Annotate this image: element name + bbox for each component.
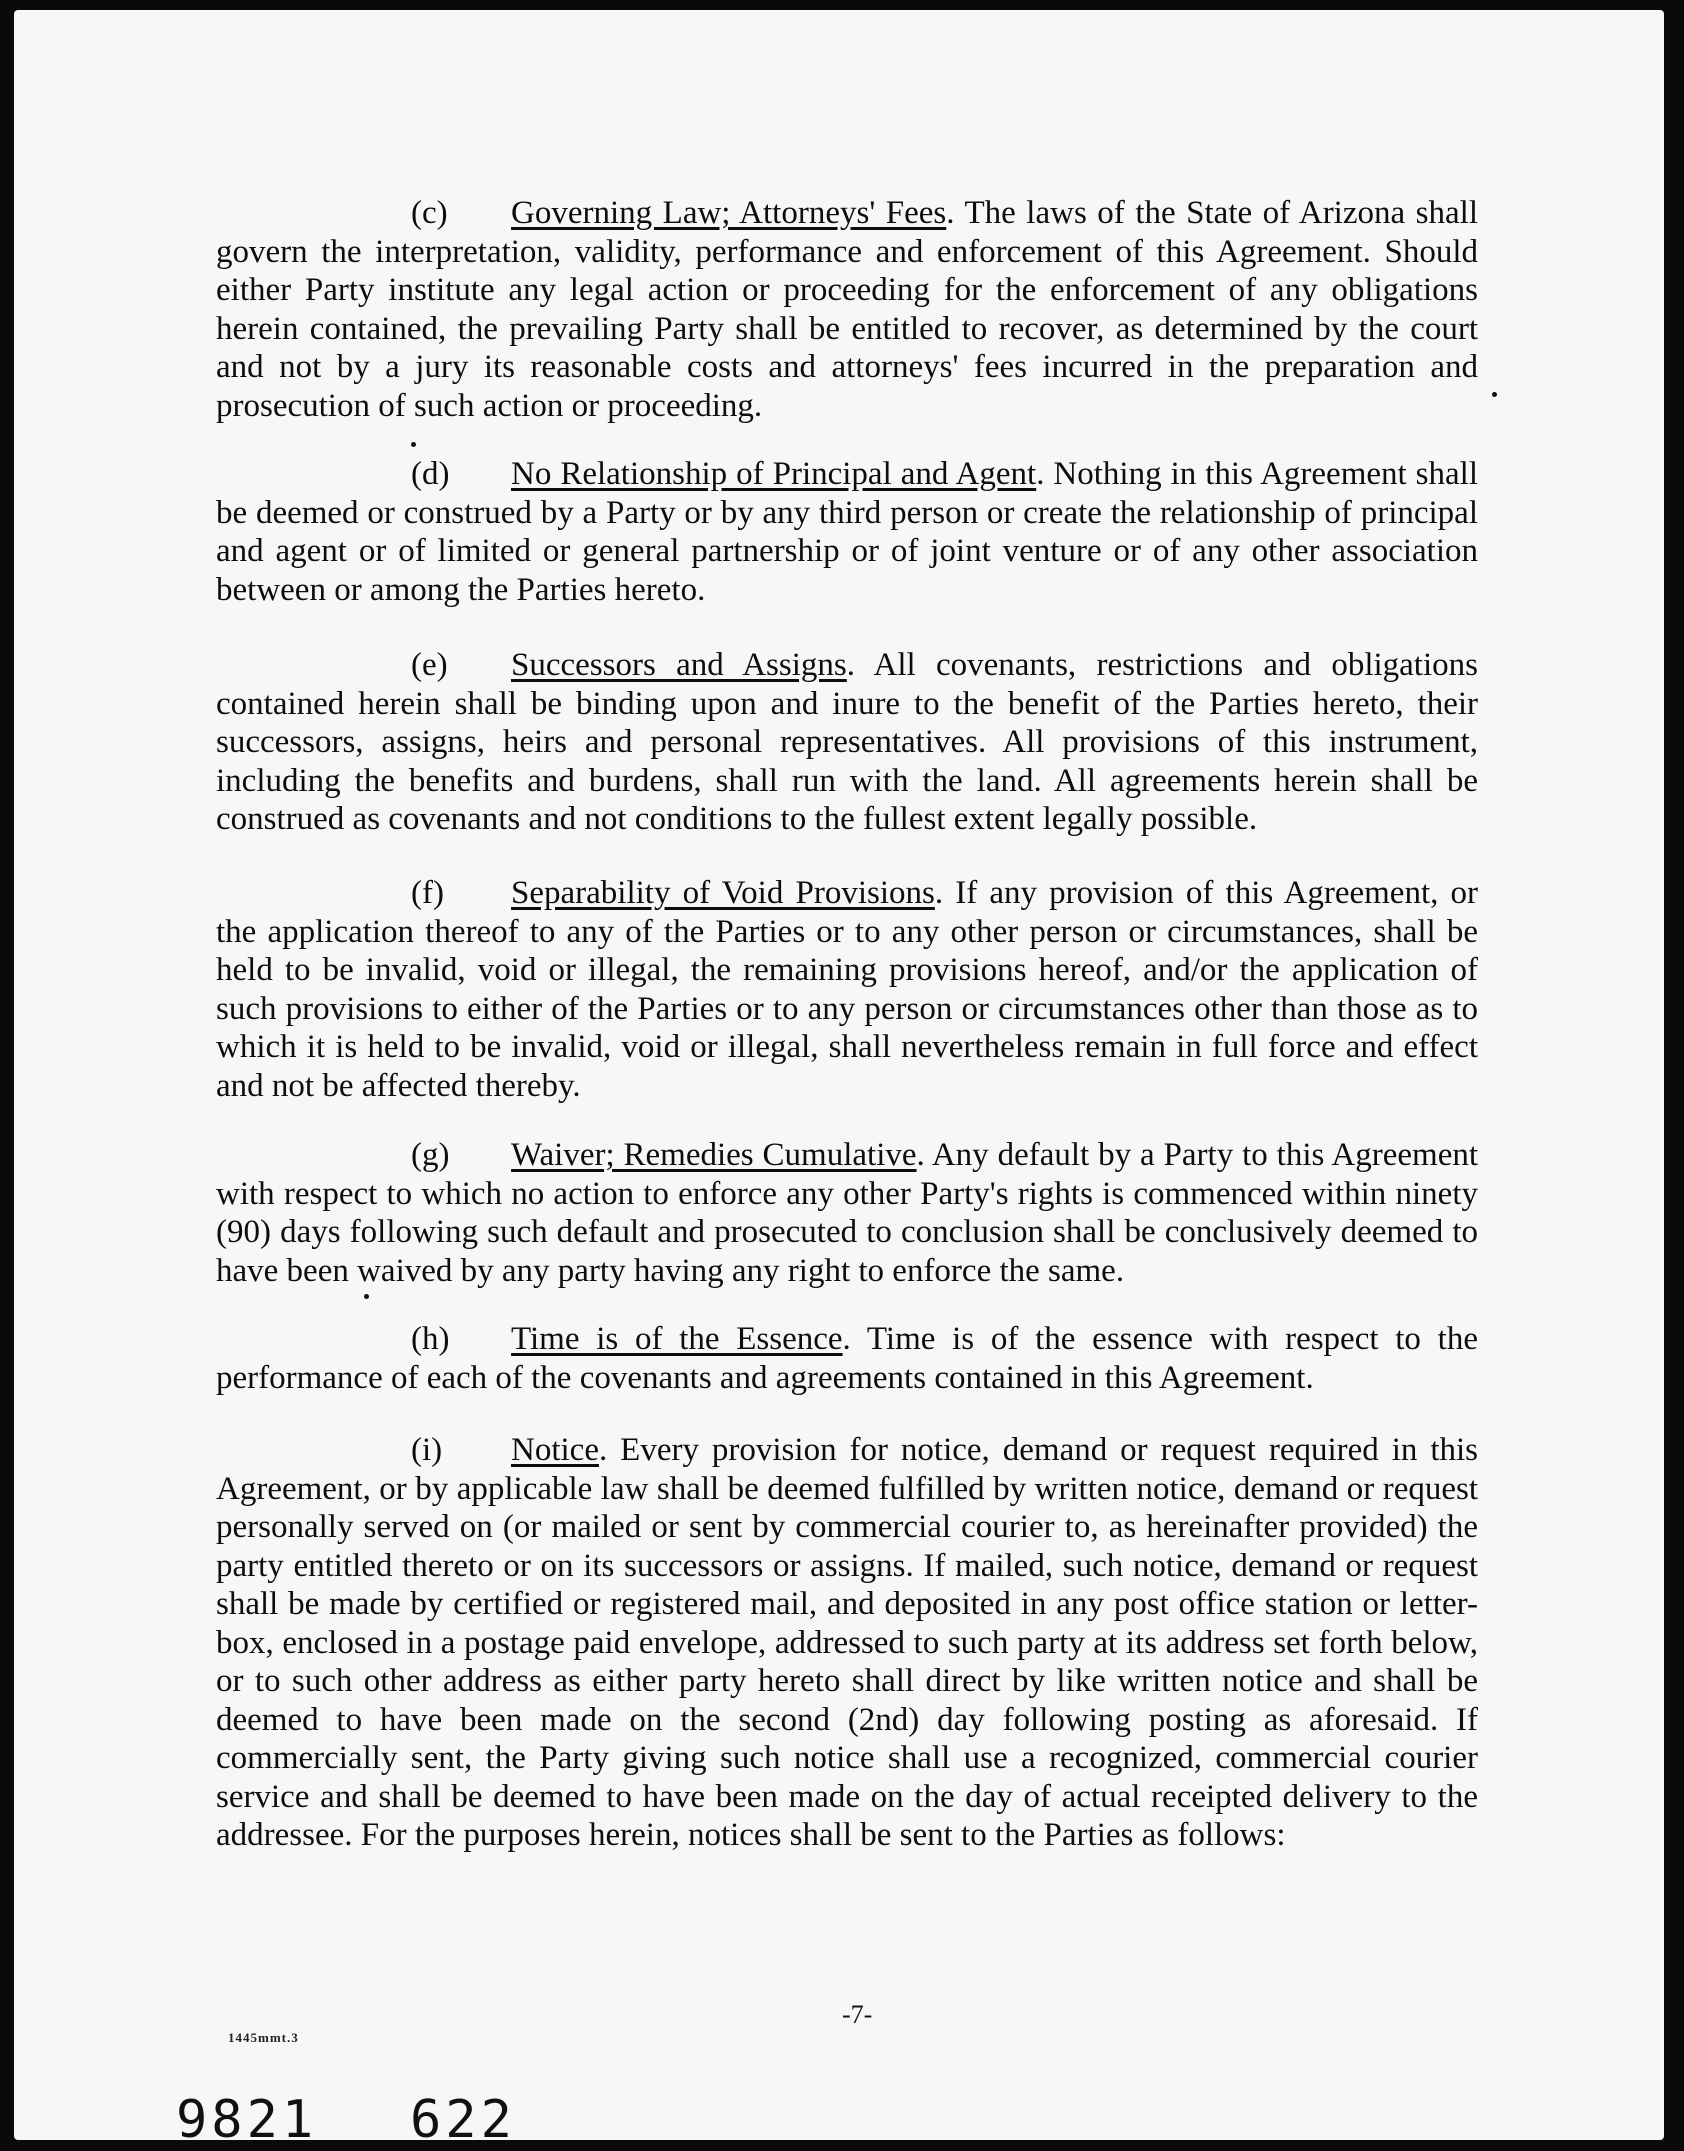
- clause-body: . Nothing in this Agreement shall be deemed or construed by a Party or by any third person or create the relationship of principal and agent or of limited or general partnership or of joint venture or of any other association between or among the Parties hereto.: [216, 456, 1478, 608]
- clause-g: [216, 1136, 1478, 1290]
- clause-letter: (d): [411, 456, 450, 492]
- clause-heading: No Relationship of Principal and Agent: [511, 456, 1037, 492]
- clause-e: [216, 646, 1478, 839]
- clause-heading: Successors and Assigns: [511, 647, 847, 683]
- clause-letter: (g): [411, 1137, 450, 1173]
- clause-letter: (c): [411, 195, 448, 231]
- clause-f: [216, 874, 1478, 1105]
- clause-h: [216, 1320, 1478, 1397]
- clause-letter: (f): [411, 875, 444, 911]
- clause-heading: Separability of Void Provisions: [511, 875, 935, 911]
- clause-body: . Any default by a Party to this Agreement with respect to which no action to enforce any other Party's rights is commenced within ninety (90) days following such default and prosecuted to conclusion shall be conclusively deemed to have been waived by any party having any right to enforce the same.: [216, 1137, 1479, 1289]
- clause-heading: Time is of the Essence: [511, 1321, 843, 1357]
- scan-speck: [411, 442, 416, 447]
- clause-letter: (e): [411, 647, 448, 683]
- book-number-stamp: 9821: [176, 2090, 318, 2150]
- scan-speck: [1492, 392, 1497, 397]
- clause-body: . The laws of the State of Arizona shall govern the interpretation, validity, performance and enforcement of this Agreement. Should either Party institute any legal action or proceeding for the enforcement of any obligations herein contained, the prevailing Party shall be entitled to recover, as determined by the court and not by a jury its reasonable costs and attorneys' fees incurred in the preparation and prosecution of such action or proceeding.: [216, 195, 1478, 424]
- clause-body: . Every provision for notice, demand or request required in this Agreement, or by applicable law shall be deemed fulfilled by written notice, demand or request personally served on (or mailed or sent by commercial courier to, as hereinafter provided) the party entitled thereto or on its successors or assigns. If mailed, such notice, demand or request shall be made by certified or registered mail, and deposited in any post office station or letter-box, enclosed in a postage paid envelope, addressed to such party at its address set forth below, or to such other address as either party hereto shall direct by like written notice and shall be deemed to have been made on the second (2nd) day following posting as aforesaid. If commercially sent, the Party giving such notice shall use a recognized, commercial courier service and shall be deemed to have been made on the day of actual receipted delivery to the addressee. For the purposes herein, notices shall be sent to the Parties as follows:: [216, 1432, 1478, 1853]
- clause-body: . Time is of the essence with respect to the performance of each of the covenants and agreements contained in this Agreement.: [216, 1321, 1478, 1396]
- clause-body: . If any provision of this Agreement, or the application thereof to any of the Parties or to any other person or circumstances, shall be held to be invalid, void or illegal, the remaining provisions hereof, and/or the application of such provisions to either of the Parties or to any person or circumstances other than those as to which it is held to be invalid, void or illegal, shall nevertheless remain in full force and effect and not be affected thereby.: [216, 875, 1478, 1104]
- clause-body: . All covenants, restrictions and obligations contained herein shall be binding upon and inure to the benefit of the Parties hereto, their successors, assigns, heirs and personal representatives. All provisions of this instrument, including the benefits and burdens, shall run with the land. All agreements herein shall be construed as covenants and not conditions to the fullest extent legally possible.: [216, 647, 1478, 837]
- clause-heading: Notice: [511, 1432, 599, 1468]
- clause-d: [216, 455, 1478, 609]
- scan-speck: [364, 1294, 369, 1299]
- document-code: 1445mmt.3: [228, 2030, 299, 2045]
- clause-i: [216, 1431, 1478, 1855]
- clause-heading: Waiver; Remedies Cumulative: [511, 1137, 917, 1173]
- clause-c: [216, 194, 1478, 425]
- page-number-stamp: 622: [410, 2090, 516, 2150]
- clause-letter: (h): [411, 1321, 450, 1357]
- page-number: -7-: [842, 2000, 873, 2029]
- clause-heading: Governing Law; Attorneys' Fees: [511, 195, 947, 231]
- clause-letter: (i): [411, 1432, 443, 1468]
